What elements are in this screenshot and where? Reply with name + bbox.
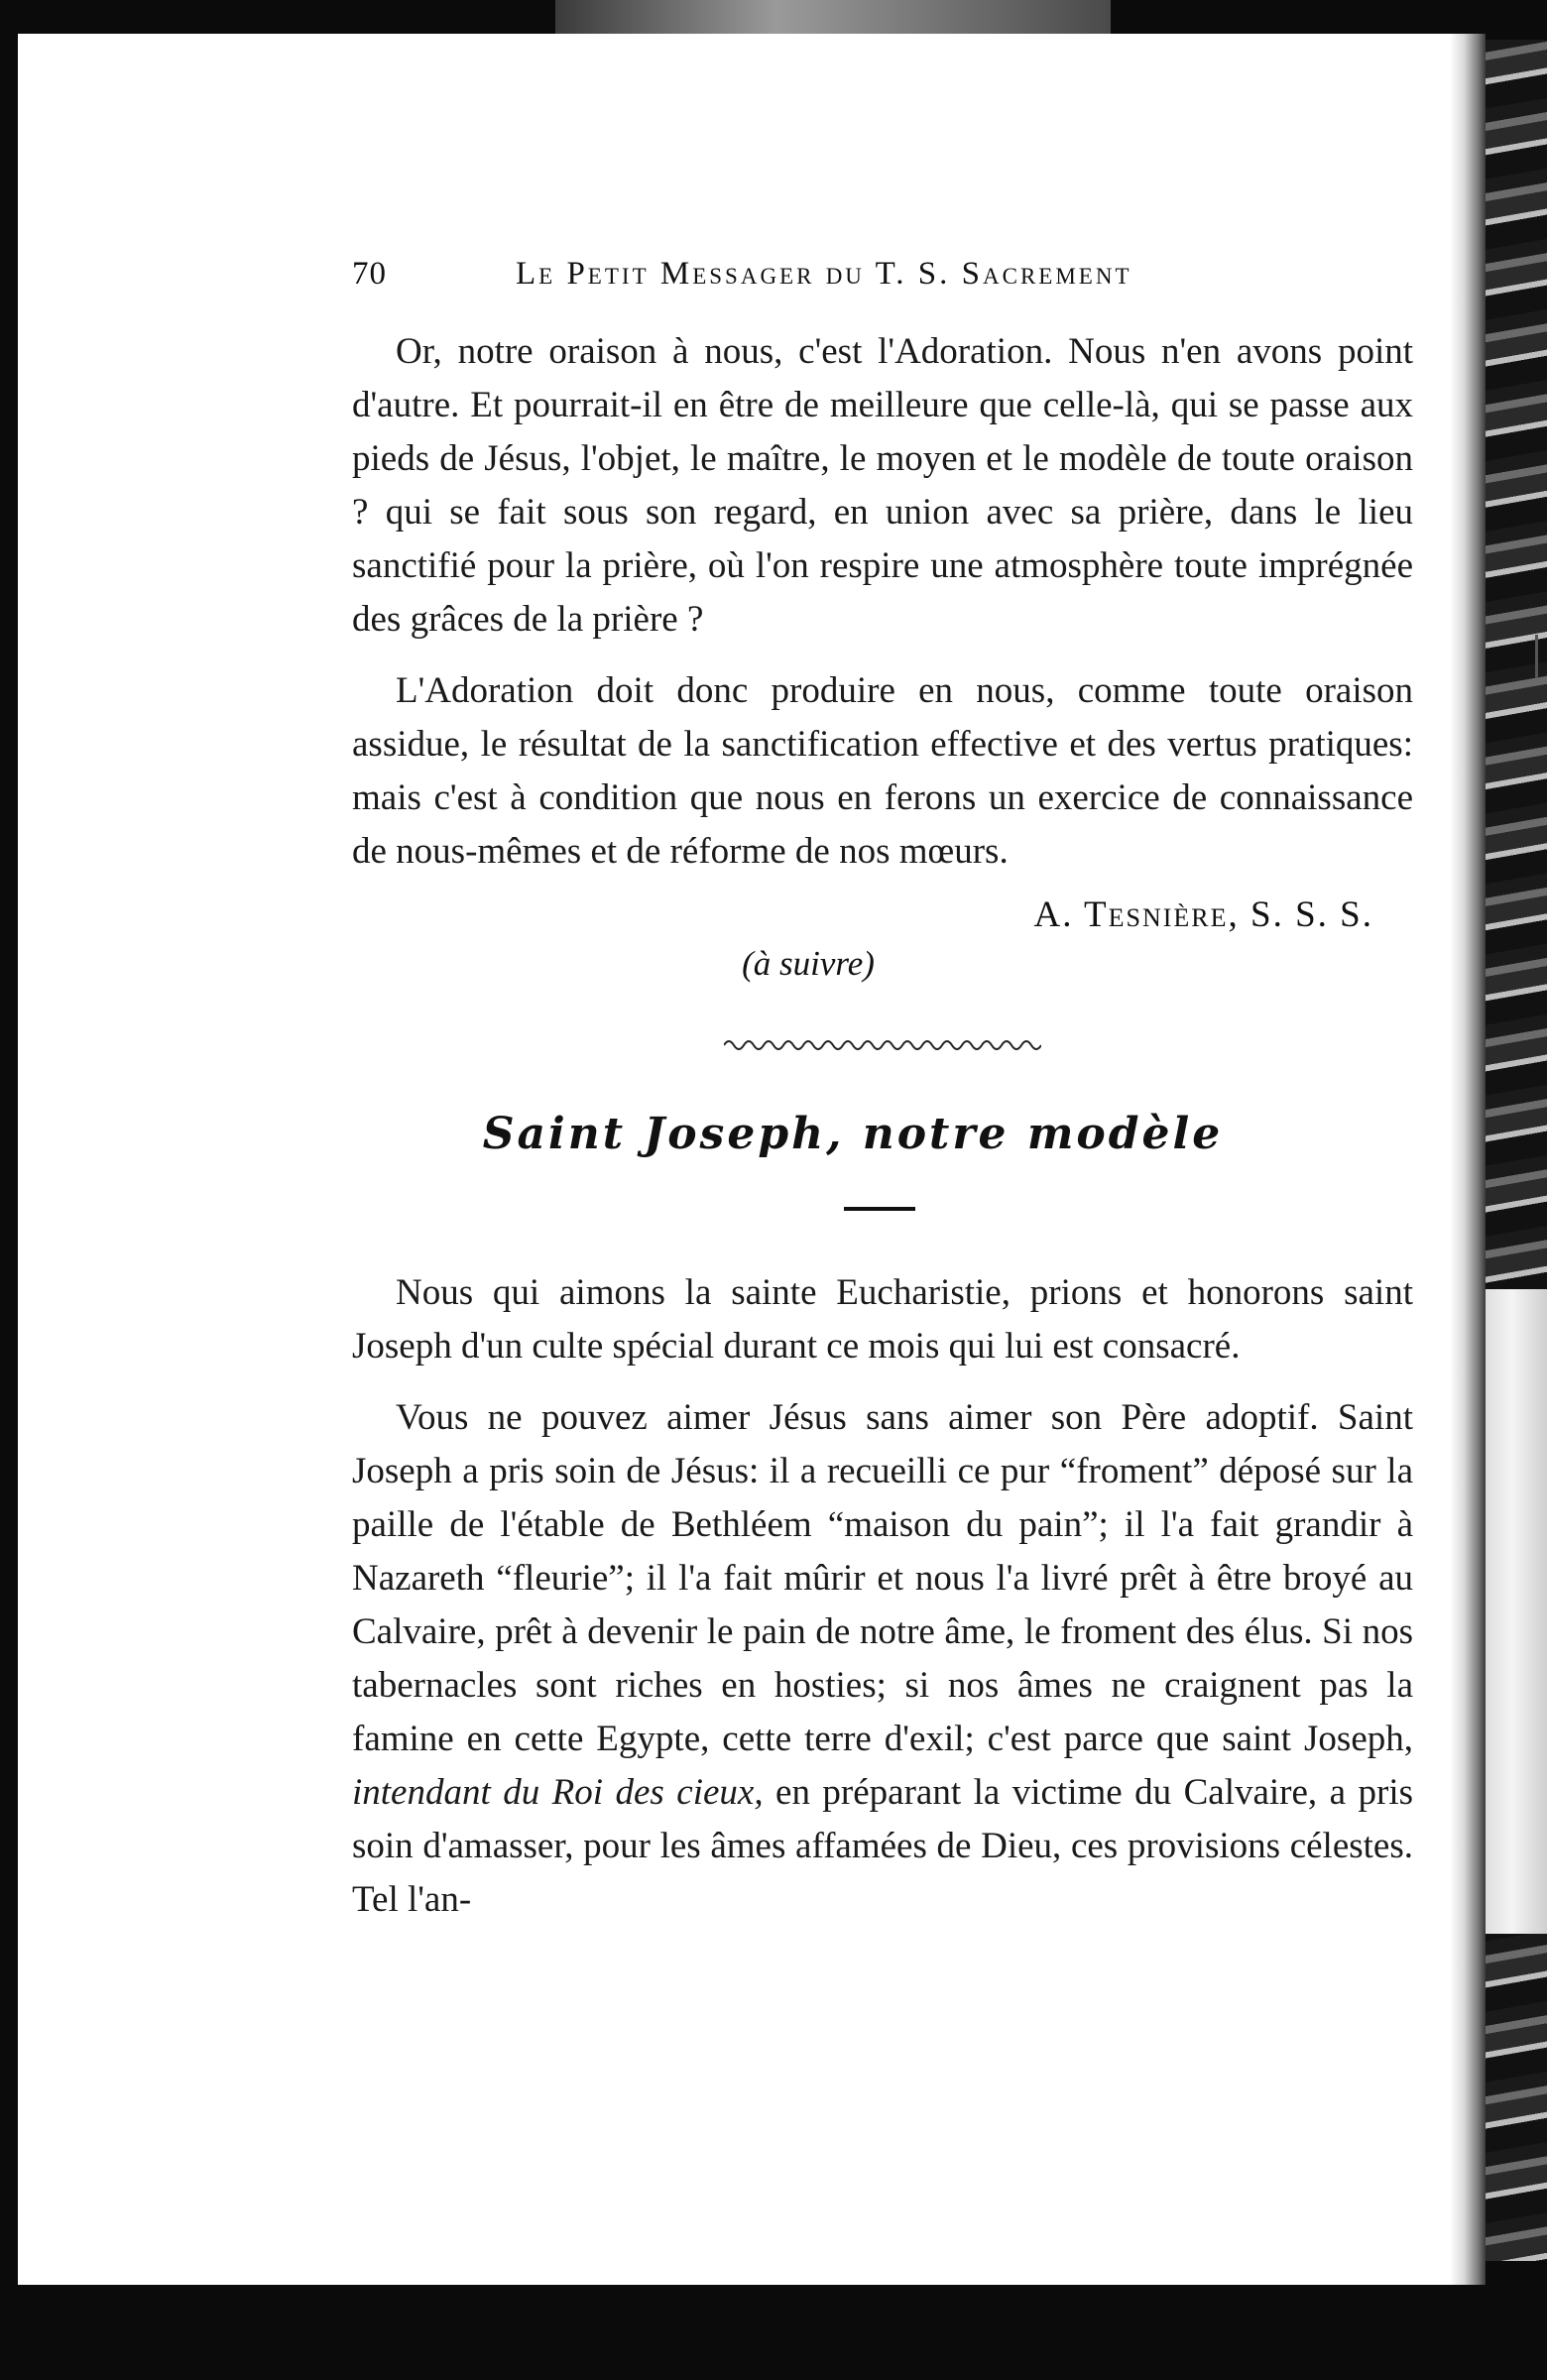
- author-signature: A. Tesnière, S. S. S.: [1033, 894, 1373, 935]
- running-title: Le Petit Messager du T. S. Sacrement: [516, 256, 1132, 292]
- article-paragraph-2-italic: intendant du Roi des cieux,: [352, 1772, 764, 1813]
- decorative-wavy-divider: [724, 1035, 1041, 1055]
- title-underline-rule: [844, 1207, 915, 1211]
- article-end-paragraph-1: Or, notre oraison à nous, c'est l'Adoration. Nous n'en avons point d'autre. Et pourrait-il en être de meilleure que celle-là, qui se passe aux pieds de Jésus, l'objet, le maître, le moyen et le modèle de toute oraison ? qui se fait sous son regard, en union avec sa prière, dans le lieu sanctifié pour la prière, où l'on respire une atmosphère toute imprégnée des grâces de la prière ?: [352, 331, 1413, 640]
- article-paragraph-2-text-b: en préparant la victime du Calvaire, a pris soin d'amasser, pour les âmes affamées de Dieu, ces provisions célestes. Tel l'an-: [352, 1772, 1414, 1920]
- adjacent-page-light-area: [1478, 1289, 1547, 1934]
- article-paragraph-2-text-a: Vous ne pouvez aimer Jésus sans aimer son Père adoptif. Saint Joseph a pris soin de Jésus: il a recueilli ce pur “froment” déposé sur la paille de l'étable de Bethléem “maison du pain”; il l'a fait grandir à Nazareth “fleurie”; il l'a fait mûrir et nous l'a livré prêt à être broyé au Calvaire, prêt à devenir le pain de notre âme, le froment des élus. Si nos tabernacles sont riches en hosties; si nos âmes ne craignent pas la famine en cette Egypte, cette terre d'exil; c'est parce que saint Joseph,: [352, 1397, 1413, 1759]
- page-content: [352, 248, 1413, 1945]
- article-title: Saint Joseph, notre modèle: [482, 1109, 1224, 1159]
- article-paragraph-1: Nous qui aimons la sainte Eucharistie, prions et honorons saint Joseph d'un culte spécial durant ce mois qui lui est consacré.: [352, 1272, 1413, 1367]
- to-be-continued-note: (à suivre): [742, 944, 875, 983]
- article-paragraph-2: [352, 1391, 1413, 1927]
- article-end-paragraph-2: L'Adoration doit donc produire en nous, comme toute oraison assidue, le résultat de la sanctification effective et des vertus pratiques: mais c'est à condition que nous en ferons un exercice de connaissance de nous-mêmes et de réforme de nos mœurs.: [352, 670, 1413, 872]
- page-edge-mark: [1535, 635, 1538, 678]
- page-number: 70: [352, 256, 387, 292]
- running-head: [352, 248, 1413, 307]
- page-binding-shadow: [1450, 34, 1486, 2285]
